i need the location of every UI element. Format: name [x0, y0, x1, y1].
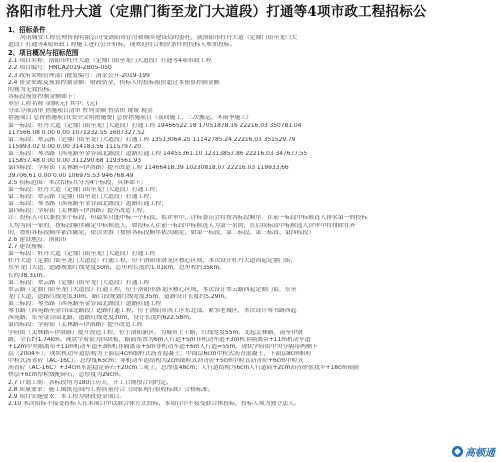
text-line: 中粒式沥青砼（AC-16C），总厚度63cm；非机动车道结构为2cm细粒式沥青砼+5cm中粒式沥青砼+6cm中粒式 [8, 358, 304, 365]
text-line: 39706.61 0.00 0.00 106975.53 946768.49 [8, 172, 134, 179]
section-heading: 1、招标条件 [8, 26, 46, 34]
text-line: 第四标段：学府街（关林路~伊洛路）提升改造工程 11466418.39 10230818.07 22216.03 119933.66 [8, 165, 289, 172]
text-line: 第四标段：学府街（关林路~伊洛路）提升改造工程； [8, 208, 149, 215]
text-line: 2.1 项目名称：洛阳市牡丹大道（定鼎门街至龙门大道段）打通等4项市政工程 [8, 58, 212, 65]
document-body [8, 26, 492, 408]
text-line: 西苑路，东至金谷园北路，道路红线宽度30m，设计长度约622.58m。 [8, 315, 195, 322]
text-line: 注：投标人可以兼投多个标段，但最多只能中标一个标段，拟评审中，评标委员会将按各标段顺序，在前一标段中标候选人排名第一的投标 [8, 215, 368, 222]
text-line: 牡丹大道（定鼎门街至龙门大道段）打通工程，位于洛阳市洛龙区核心区域，本次设计牡丹大道西起定鼎门街， [8, 258, 297, 265]
text-line: 第三标段：琴书路（西苑路至金谷园北路段）道路打通工程； [8, 201, 168, 208]
text-line: 路，全长约1.74km。现状学府街为四块板，路面布置为6m人行道+5m非机动车道+3m机非隔离带+11m机动车道 [8, 336, 311, 343]
text-line: 115993.02 0.00 0.00 314183.56 1115797.20 [8, 143, 142, 150]
text-line: 的视为无效投标。 [8, 86, 56, 93]
text-line: 第三标段：琴书路（西苑路至金谷园北路段）道路打通工程 14455361.10 12313857.86 22216.03 347677.55 [8, 151, 308, 158]
text-line: 2.5 招标范围：本次招标共分为4个标段，具体如下： [8, 179, 147, 186]
section-heading: 2、项目概况与招标范围 [8, 49, 79, 58]
document-title: 洛阳市牡丹大道（定鼎门街至龙门大道段）打通等4项市政工程招标公 [6, 4, 427, 20]
text-line: 各标段预算控制金额如下： [8, 93, 79, 100]
text-line: 第一标段：牡丹大道（定鼎门街至龙门大道段）打通工程； [8, 186, 162, 193]
text-line: 2.10 本次招标不接受投标人在本项目中以联合体方式投标，本项目中不接受联合体投标，投标人须为独立法人。 [8, 401, 300, 408]
text-line: 翠云路（定鼎门街至龙门大道段）打通工程，位于洛阳市洛龙区核心区域，本次设计翠云路西起定鼎门街，东至 [8, 286, 297, 293]
text-line: 第三标段：琴书路（西苑路至金谷园北路段）道路打通工程 [8, 301, 162, 308]
text-line: 人均为同一家的，按标段顺序确定中标候选人，如投标人在前一标段中标候选人为第一名的，在后续标段中标候选人评审中将排除在外 [8, 222, 356, 229]
watermark-text: 高顿通 [465, 448, 495, 459]
text-line: 单位工程名称 金额(元) 其中：(元) [8, 101, 98, 108]
text-line: +12m中央隔离带+11m机动车道+3m机非隔离带+5m非机动车道+6m人行道=55m。现状学府街中央分隔带两侧下 [8, 343, 318, 350]
watermark [452, 444, 495, 459]
text-line: 龙门大道，道路红线宽度30m，路口段规划红线宽度35m，道路设计长度约5.29m。 [8, 293, 231, 300]
text-line: 2.3 政府采购管理部门批复编号：洛采公开-2019-199 [8, 72, 150, 79]
text-line: 琴书路（西苑路至金谷园北路段）道路打通工程，位于洛阳市西工区东北部，紧邻老城区，本次设计琴书路西起 [8, 308, 297, 315]
text-line: 措施项目 总价措施项目(安全文明措施费) 总价措施项目（夜间施工、二次搬运、冬雨季施工） [8, 115, 252, 122]
text-line: 2.4 资金来源及预算控制金额：财政资金，投标人的投标报价超过本预算控制金额 [8, 79, 220, 86]
text-line: 第二标段：翠云路（定鼎门街至龙门大道段）打通工程 [8, 279, 150, 286]
text-line: 第四标段：学府街（关林路~伊洛路）提升改造工程 [8, 322, 143, 329]
text-line: 学府街（关林路~伊洛路）提升改造工程，位于洛阳新区，为城市主干路，红线宽度55m，北起关林路，南至伊洛 [8, 329, 304, 336]
text-line: 的，按照各标段顺序依次确定，依次类推（按照各标段顺序依次确定，如第一标段、第二标段、第三标段、第四标段） [8, 229, 315, 236]
text-line: 第一标段：牡丹大道（定鼎门街至龙门大道段）打通工程 [8, 251, 156, 258]
text-line: 长约38.31m。 [8, 272, 49, 279]
text-line: 2.7 计划工期：各标段均为180日历天，开工日期按合同约定。 [8, 379, 172, 386]
text-line: 2.2 项目编号：HNCA2019-ZB05-050 [8, 65, 112, 72]
text-line: 东至龙门大道，道路规划红线宽度50m，总里程长度约1.01km，总里程约35km。 [8, 265, 226, 272]
text-line: 第二标段：翠云路（定鼎门街至龙门大道段）打通工程 13513064.25 11142785.24 22216.03 351529.79 [8, 136, 296, 143]
text-line: 分部分项清单 措施项目清单 暂列金额 暂估价 规费 税金 [8, 108, 153, 115]
text-line: 2.8 质量要求：施工图纸范围内工程质量符合《国家现行验收标准》合格标准。 [8, 386, 214, 393]
text-line: 2.9 项目实施要求：本工程为财政资金项目。 [8, 393, 126, 400]
text-line: 第一标段：牡丹大道（定鼎门街至龙门大道段）打通工程 19466522.18 17051878.16 22216.03 350781.04 [8, 122, 302, 129]
text-line: 115857.48 0.00 0.00 311290.68 1193561.93 [8, 158, 142, 165]
text-line: 117566.08 0.00 0.00 1071232.55 1607327.52 [8, 129, 145, 136]
text-line: 层（2004年）、现状机动车道结构为上面层4cm细粒式沥青混凝土，中面层6cm中粒式沥青混凝土，下面层8cm粗粒 [8, 351, 312, 358]
text-line: 2.6 建设地点：洛阳市 [8, 236, 67, 243]
logo-mark-icon [452, 446, 463, 457]
text-line: 2.7 建设规模： [8, 243, 49, 250]
text-line: 沥青砼（AC-16C）+34cm水泥稳定碎石+20cm二灰土，总厚度48cm；人行道结构为6cm人行道砖+2cm沥青砂浆找平+18cm预制 [8, 365, 359, 372]
text-line: 河南城安工程管理咨询有限公司受洛阳市住房和城乡建设局的委托，就洛阳市牡丹大道（定鼎门街至龙门大 [20, 35, 297, 41]
text-line: 第二标段：翠云路（定鼎门街至龙门大道段）打通工程； [8, 193, 156, 200]
text-line: 垫层+6cm厚粒级配碎石，总厚度为29cm。 [8, 372, 125, 379]
text-line: 道段）打通等4项市政工程施工进行公开招标，现欢迎符合相应条件的投标人参加投标。 [8, 42, 236, 49]
